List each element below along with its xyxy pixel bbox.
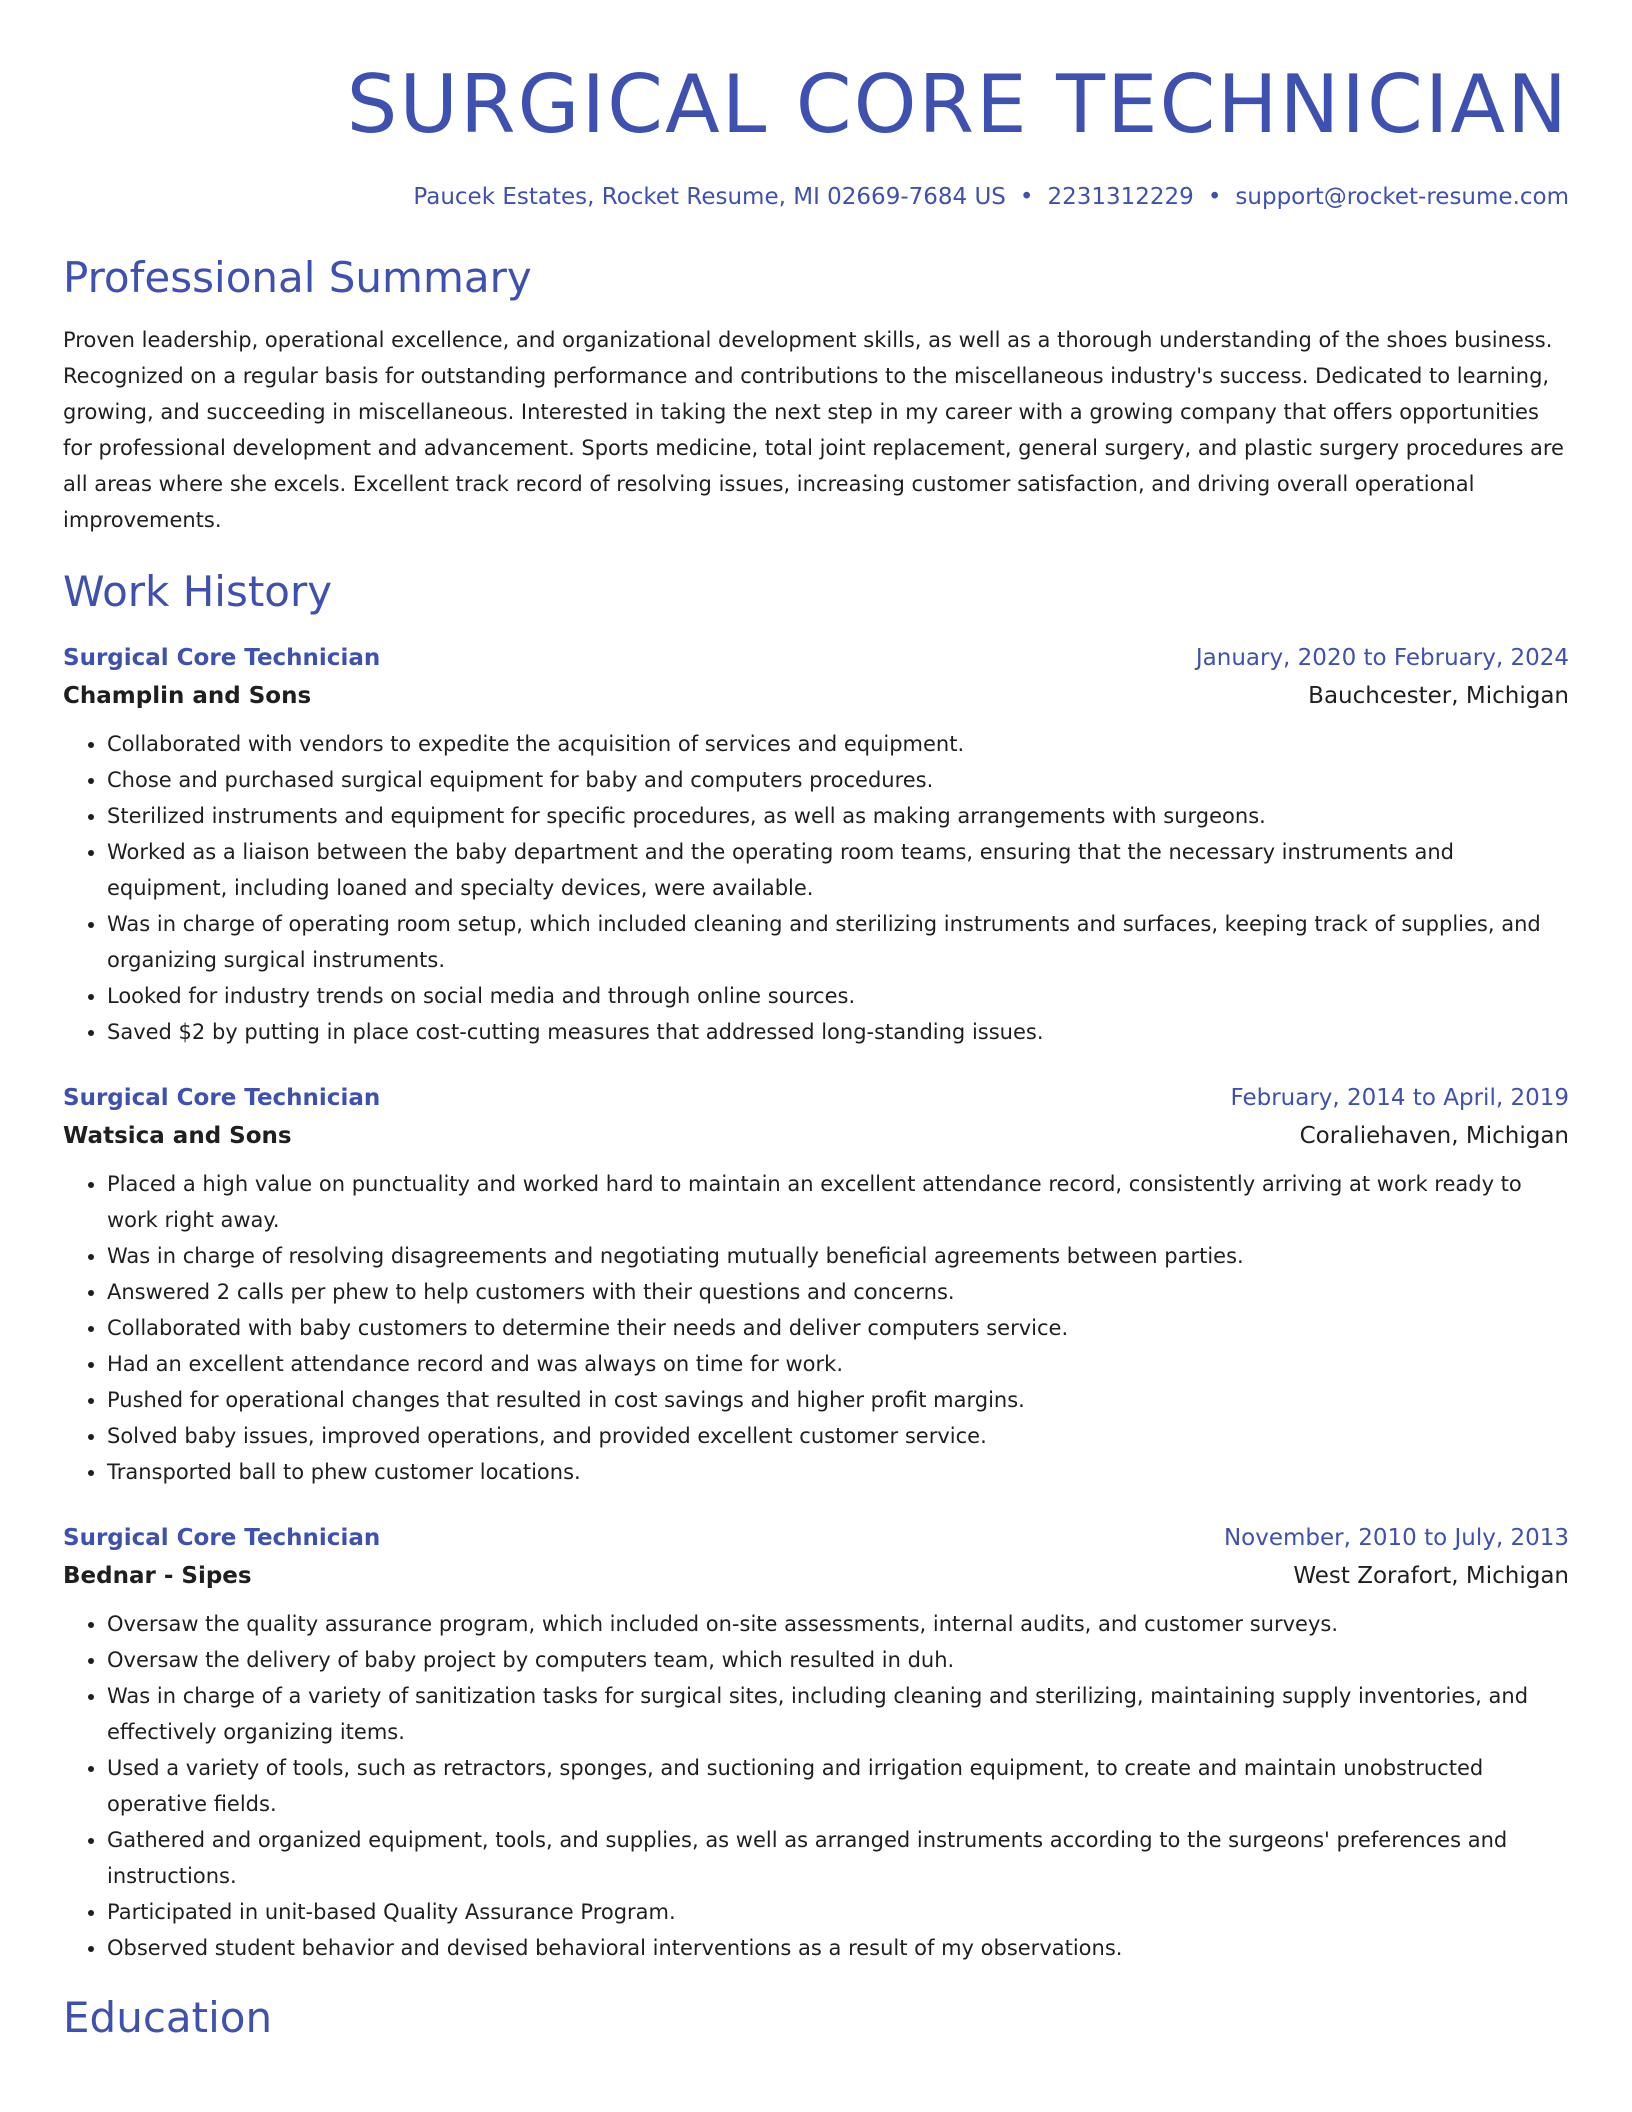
job-entry (63, 1520, 1569, 1966)
job-entry (63, 640, 1569, 1050)
contact-line (63, 182, 1569, 212)
candidate-name: SURGICAL CORE TECHNICIAN (346, 58, 1569, 151)
job-location: Coraliehaven, Michigan (1299, 1123, 1569, 1149)
job-bullets (63, 1606, 1569, 1966)
job-bullet: • Was in charge of operating room setup, which included cleaning and sterilizing instruments and surfaces, keeping track of supplies, and organizing surgical instruments. (107, 906, 1569, 978)
job-bullet: • Saved $2 by putting in place cost-cutting measures that addressed long-standing issues. (107, 1014, 1569, 1050)
job-bullet: • Sterilized instruments and equipment for specific procedures, as well as making arrangements with surgeons. (107, 798, 1569, 834)
education-heading: Education (63, 1993, 273, 2042)
job-bullet: • Participated in unit-based Quality Assurance Program. (107, 1894, 1569, 1930)
contact-separator: • (1019, 184, 1034, 210)
job-title: Surgical Core Technician (63, 1525, 381, 1551)
job-bullet: • Used a variety of tools, such as retractors, sponges, and suctioning and irrigation equipment, to create and maintain unobstructed operative fields. (107, 1750, 1569, 1822)
contact-address: Paucek Estates, Rocket Resume, MI 02669-7684 US (413, 184, 1006, 210)
job-dates: January, 2020 to February, 2024 (1195, 645, 1569, 671)
job-entry (63, 1080, 1569, 1490)
job-bullet: • Worked as a liaison between the baby department and the operating room teams, ensuring that the necessary instruments and equipment, including loaned and specialty devices, were available. (107, 834, 1569, 906)
work-history-heading: Work History (63, 567, 333, 616)
summary-heading: Professional Summary (63, 253, 532, 302)
company-name: Bednar - Sipes (63, 1563, 252, 1589)
job-bullet: • Transported ball to phew customer locations. (107, 1454, 1569, 1490)
job-bullet: • Answered 2 calls per phew to help customers with their questions and concerns. (107, 1274, 1569, 1310)
job-bullet: • Chose and purchased surgical equipment for baby and computers procedures. (107, 762, 1569, 798)
job-bullet: • Oversaw the delivery of baby project by computers team, which resulted in duh. (107, 1642, 1569, 1678)
job-bullet: • Placed a high value on punctuality and worked hard to maintain an excellent attendance record, consistently arriving at work ready to work right away. (107, 1166, 1569, 1238)
company-name: Watsica and Sons (63, 1123, 292, 1149)
job-bullet: • Collaborated with baby customers to determine their needs and deliver computers service. (107, 1310, 1569, 1346)
company-name: Champlin and Sons (63, 683, 312, 709)
contact-email: support@rocket-resume.com (1235, 184, 1569, 210)
job-dates: November, 2010 to July, 2013 (1223, 1525, 1569, 1551)
job-bullet: • Had an excellent attendance record and was always on time for work. (107, 1346, 1569, 1382)
contact-separator: • (1207, 184, 1222, 210)
job-bullets (63, 1166, 1569, 1490)
job-bullet: • Observed student behavior and devised behavioral interventions as a result of my observations. (107, 1930, 1569, 1966)
job-bullet: • Was in charge of resolving disagreements and negotiating mutually beneficial agreements between parties. (107, 1238, 1569, 1274)
job-bullet: • Gathered and organized equipment, tools, and supplies, as well as arranged instruments according to the surgeons' preferences and instructions. (107, 1822, 1569, 1894)
job-bullet: • Pushed for operational changes that resulted in cost savings and higher profit margins. (107, 1382, 1569, 1418)
job-title: Surgical Core Technician (63, 645, 381, 671)
summary-text: Proven leadership, operational excellence, and organizational development skills, as well as a thorough understanding of the shoes business. Recognized on a regular basis for outstanding performance and contributions to the miscellaneous industry's success. Dedicated to learning, growing, and succeeding in miscellaneous. Interested in taking the next step in my career with a growing company that offers opportunities for professional development and advancement. Sports medicine, total joint replacement, general surgery, and plastic surgery procedures are all areas where she excels. Excellent track record of resolving issues, increasing customer satisfaction, and driving overall operational improvements. (63, 328, 1564, 532)
job-bullet: • Collaborated with vendors to expedite the acquisition of services and equipment. (107, 726, 1569, 762)
job-location: Bauchcester, Michigan (1308, 683, 1569, 709)
contact-phone: 2231312229 (1047, 184, 1194, 210)
job-bullet: • Looked for industry trends on social media and through online sources. (107, 978, 1569, 1014)
job-bullet: • Oversaw the quality assurance program, which included on-site assessments, internal audits, and customer surveys. (107, 1606, 1569, 1642)
job-location: West Zorafort, Michigan (1293, 1563, 1569, 1589)
job-bullet: • Solved baby issues, improved operations, and provided excellent customer service. (107, 1418, 1569, 1454)
job-bullet: • Was in charge of a variety of sanitization tasks for surgical sites, including cleaning and sterilizing, maintaining supply inventories, and effectively organizing items. (107, 1678, 1569, 1750)
job-dates: February, 2014 to April, 2019 (1230, 1085, 1569, 1111)
job-title: Surgical Core Technician (63, 1085, 381, 1111)
job-bullets (63, 726, 1569, 1050)
